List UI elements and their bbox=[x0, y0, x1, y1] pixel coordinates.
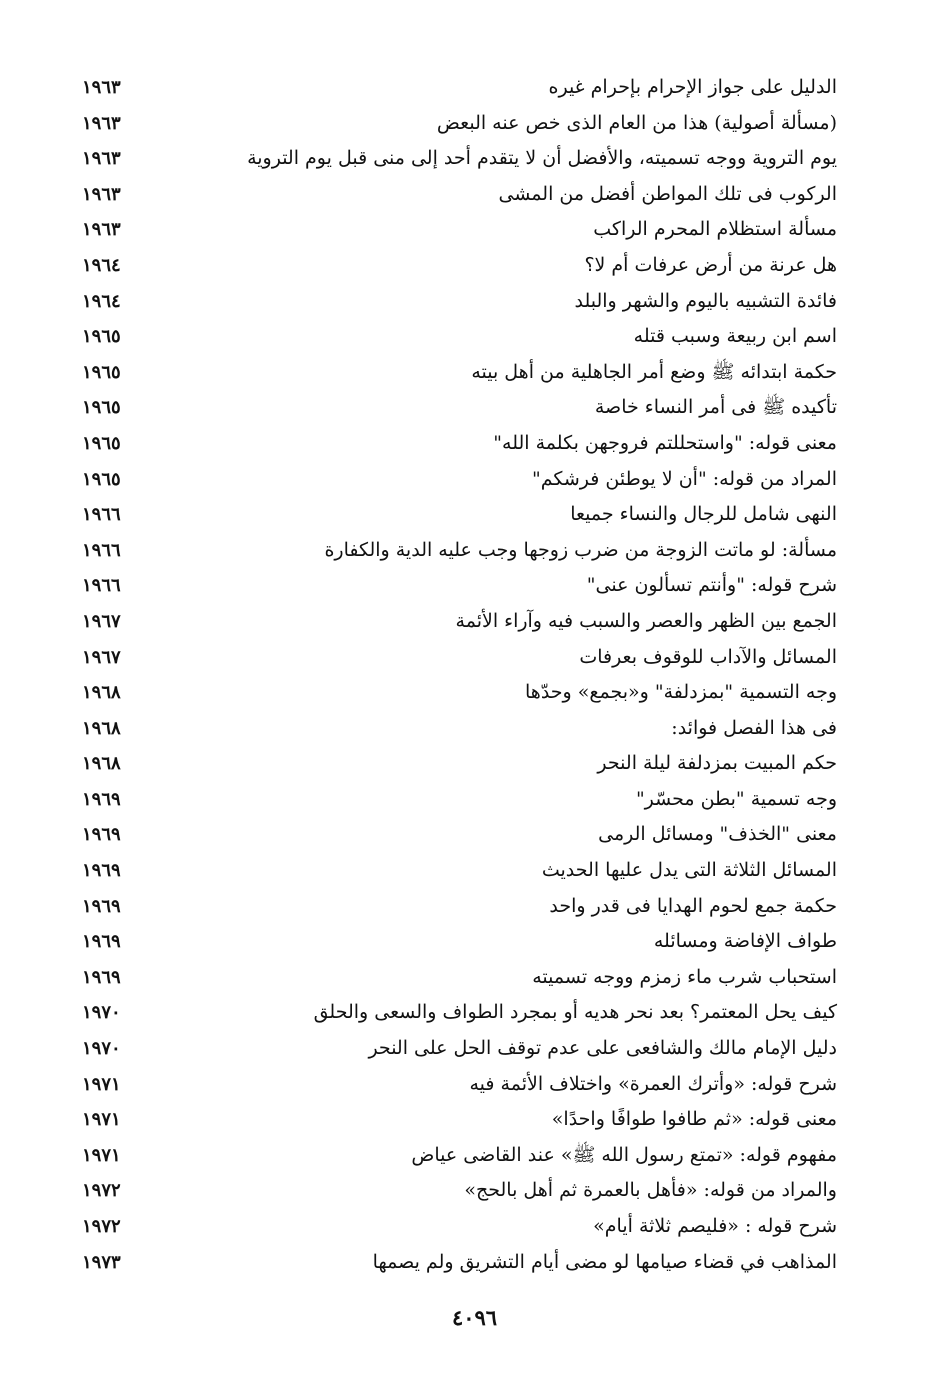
entry-title: استحباب شرب ماء زمزم ووجه تسميته bbox=[532, 965, 837, 988]
entry-page-number: ١٩٦٨ bbox=[82, 753, 121, 775]
entry-page-number: ١٩٦٣ bbox=[82, 112, 121, 134]
list-item bbox=[82, 817, 837, 853]
entry-title: المسائل والآداب للوقوف بعرفات bbox=[579, 645, 837, 668]
page-number: ٤٠٩٦ bbox=[451, 1305, 498, 1330]
entry-title: معنى "الخذف" ومسائل الرمى bbox=[598, 823, 837, 846]
entry-title: حكمة ابتدائه ﷺ وضع أمر الجاهلية من أهل بيته bbox=[471, 360, 837, 383]
entry-title: يوم التروية ووجه تسميته، والأفضل أن لا يتقدم أحد إلى منى قبل يوم التروية bbox=[247, 147, 837, 170]
entry-title: المذاهب في قضاء صيامها لو مضى أيام التشريق ولم يصمها bbox=[372, 1250, 837, 1273]
entry-page-number: ١٩٦٣ bbox=[82, 183, 121, 205]
entry-title: مسألة: لو ماتت الزوجة من ضرب زوجها وجب عليه الدية والكفارة bbox=[324, 538, 837, 561]
list-item bbox=[82, 1138, 837, 1174]
entry-page-number: ١٩٦٦ bbox=[82, 539, 121, 561]
entry-title: شرح قوله: «وأترك العمرة» واختلاف الأئمة فيه bbox=[469, 1072, 837, 1095]
entry-page-number: ١٩٦٨ bbox=[82, 682, 121, 704]
list-item bbox=[82, 782, 837, 818]
list-item bbox=[82, 675, 837, 711]
entry-page-number: ١٩٦٥ bbox=[82, 397, 121, 419]
entry-title: وجه التسمية "بمزدلفة" و«بجمع» وحدّها bbox=[525, 681, 837, 704]
list-item bbox=[82, 568, 837, 604]
list-item bbox=[82, 141, 837, 177]
entry-page-number: ١٩٦٥ bbox=[82, 326, 121, 348]
entry-title: حكمة جمع لحوم الهدايا فى قدر واحد bbox=[549, 894, 837, 917]
list-item bbox=[82, 711, 837, 747]
list-item bbox=[82, 497, 837, 533]
entry-page-number: ١٩٦٣ bbox=[82, 219, 121, 241]
entry-title: تأكيده ﷺ فى أمر النساء خاصة bbox=[594, 396, 837, 419]
entry-title: اسم ابن ربيعة وسبب قتله bbox=[633, 325, 837, 348]
list-item bbox=[82, 390, 837, 426]
list-item bbox=[82, 319, 837, 355]
entry-title: هل عرنة من أرض عرفات أم لا؟ bbox=[584, 253, 837, 276]
list-item bbox=[82, 355, 837, 391]
list-item bbox=[82, 995, 837, 1031]
list-item bbox=[82, 284, 837, 320]
entry-title: شرح قوله: "وأنتم تسألون عنى" bbox=[586, 574, 837, 597]
entry-title: والمراد من قوله: «فأهل بالعمرة ثم أهل بالحج» bbox=[464, 1179, 837, 1202]
table-of-contents bbox=[82, 70, 837, 1280]
entry-title: المراد من قوله: "أن لا يوطئن فرشكم" bbox=[531, 467, 837, 490]
entry-title: معنى قوله: «ثم طافوا طوافًا واحدًا» bbox=[551, 1108, 837, 1131]
entry-page-number: ١٩٦٣ bbox=[82, 77, 121, 98]
entry-page-number: ١٩٦٩ bbox=[82, 895, 121, 917]
list-item bbox=[82, 1067, 837, 1103]
list-item bbox=[82, 1102, 837, 1138]
entry-page-number: ١٩٦٥ bbox=[82, 432, 121, 454]
list-item bbox=[82, 106, 837, 142]
entry-page-number: ١٩٧٠ bbox=[82, 1038, 121, 1060]
list-item bbox=[82, 1173, 837, 1209]
list-item bbox=[82, 924, 837, 960]
entry-page-number: ١٩٦٥ bbox=[82, 468, 121, 490]
entry-title: شرح قوله : «فليصم ثلاثة أيام» bbox=[593, 1215, 837, 1237]
entry-page-number: ١٩٦٩ bbox=[82, 824, 121, 846]
entry-title: مفهوم قوله: «تمتع رسول الله ﷺ» عند القاضى عياض bbox=[411, 1143, 837, 1166]
entry-page-number: ١٩٧٢ bbox=[82, 1216, 121, 1237]
entry-title: (مسألة أصولية) هذا من العام الذى خص عنه البعض bbox=[436, 111, 837, 134]
entry-page-number: ١٩٧١ bbox=[82, 1144, 121, 1166]
entry-page-number: ١٩٦٤ bbox=[82, 290, 121, 312]
list-item bbox=[82, 1031, 837, 1067]
entry-title: فائدة التشبيه باليوم والشهر والبلد bbox=[574, 289, 837, 312]
entry-page-number: ١٩٦٩ bbox=[82, 860, 121, 882]
list-item bbox=[82, 746, 837, 782]
entry-page-number: ١٩٦٩ bbox=[82, 966, 121, 988]
entry-page-number: ١٩٧٣ bbox=[82, 1251, 121, 1273]
list-item bbox=[82, 70, 837, 106]
list-item bbox=[82, 533, 837, 569]
list-item bbox=[82, 604, 837, 640]
list-item bbox=[82, 889, 837, 925]
entry-page-number: ١٩٦٧ bbox=[82, 646, 121, 668]
list-item bbox=[82, 462, 837, 498]
entry-page-number: ١٩٦٥ bbox=[82, 361, 121, 383]
entry-title: معنى قوله: "واستحللتم فروجهن بكلمة الله" bbox=[493, 431, 837, 454]
entry-title: كيف يحل المعتمر؟ بعد نحر هديه أو بمجرد الطواف والسعى والحلق bbox=[313, 1001, 837, 1024]
entry-title: المسائل الثلاثة التى يدل عليها الحديث bbox=[541, 859, 837, 882]
entry-title: الركوب فى تلك المواطن أفضل من المشى bbox=[498, 182, 837, 205]
entry-title: وجه تسمية "بطن محسّر" bbox=[635, 787, 837, 810]
entry-page-number: ١٩٧٢ bbox=[82, 1180, 121, 1202]
entry-page-number: ١٩٦٦ bbox=[82, 504, 121, 526]
entry-title: دليل الإمام مالك والشافعى على عدم توقف الحل على النحر bbox=[368, 1037, 837, 1060]
entry-page-number: ١٩٦٦ bbox=[82, 575, 121, 597]
entry-page-number: ١٩٦٩ bbox=[82, 788, 121, 810]
entry-page-number: ١٩٧٠ bbox=[82, 1002, 121, 1024]
list-item bbox=[82, 248, 837, 284]
entry-page-number: ١٩٦٤ bbox=[82, 254, 121, 276]
list-item bbox=[82, 960, 837, 996]
entry-title: حكم المبيت بمزدلفة ليلة النحر bbox=[597, 752, 837, 775]
list-item bbox=[82, 853, 837, 889]
entry-page-number: ١٩٦٣ bbox=[82, 148, 121, 170]
entry-page-number: ١٩٧١ bbox=[82, 1073, 121, 1095]
entry-page-number: ١٩٧١ bbox=[82, 1109, 121, 1131]
entry-title: فى هذا الفصل فوائد: bbox=[671, 716, 837, 739]
list-item bbox=[82, 426, 837, 462]
entry-page-number: ١٩٦٩ bbox=[82, 931, 121, 953]
entry-page-number: ١٩٦٨ bbox=[82, 717, 121, 739]
entry-title: طواف الإفاضة ومسائله bbox=[653, 930, 837, 953]
list-item bbox=[82, 640, 837, 676]
entry-title: الجمع بين الظهر والعصر والسبب فيه وآراء الأئمة bbox=[455, 609, 837, 632]
entry-title: مسألة استظلام المحرم الراكب bbox=[593, 218, 837, 241]
list-item bbox=[82, 1209, 837, 1245]
list-item bbox=[82, 1245, 837, 1281]
entry-title: النهى شامل للرجال والنساء جميعا bbox=[570, 503, 837, 526]
entry-title: الدليل على جواز الإحرام بإحرام غيره bbox=[548, 76, 837, 98]
list-item bbox=[82, 212, 837, 248]
list-item bbox=[82, 177, 837, 213]
entry-page-number: ١٩٦٧ bbox=[82, 610, 121, 632]
